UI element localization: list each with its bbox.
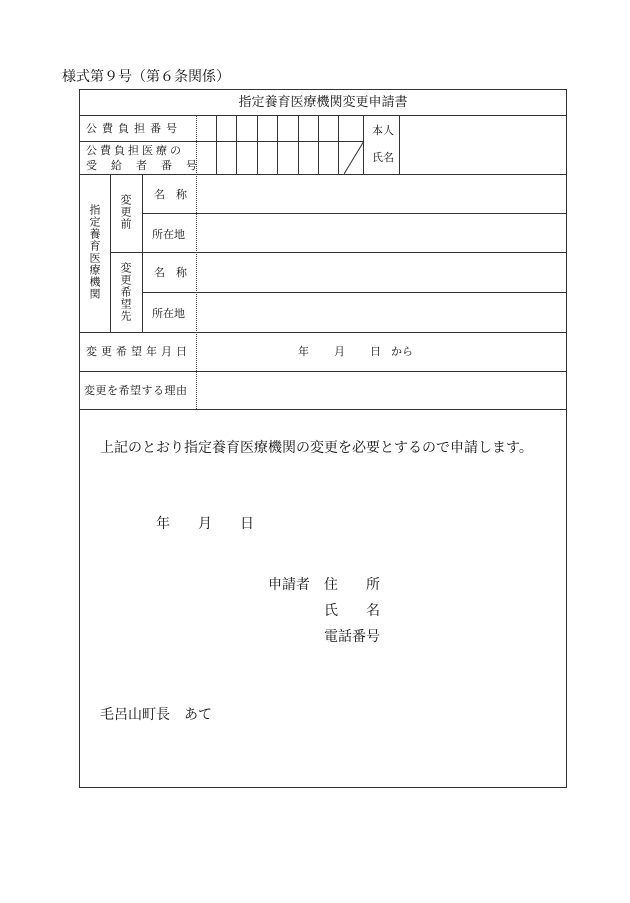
digit-box (298, 115, 299, 174)
form-number: 様式第９号（第６条関係） (62, 69, 230, 85)
divider (142, 292, 566, 293)
desired-address-label: 所在地 (152, 307, 185, 320)
divider (110, 252, 566, 253)
divider (399, 115, 400, 174)
addressee-text: 毛呂山町長 あて (100, 707, 212, 723)
divider (80, 371, 566, 372)
divider (142, 213, 566, 214)
divider (80, 174, 566, 175)
desired-date-label: 変更希望年月日 (86, 345, 191, 358)
application-form (79, 89, 567, 788)
desired-date-day: 日 (370, 345, 381, 358)
application-date-year: 年 (156, 516, 170, 532)
divider (80, 141, 363, 142)
form-title: 指定養育医療機関変更申請書 (238, 95, 408, 110)
statement-text: 上記のとおり指定養育医療機関の変更を必要とするので申請します。 (100, 440, 533, 456)
divider (80, 115, 566, 116)
digit-box (257, 115, 258, 174)
diagonal-mark (344, 141, 364, 174)
before-name-label: 名称 (154, 188, 198, 201)
public-burden-number-label: 公費負担番号 (86, 122, 182, 135)
full-name-label: 氏名 (372, 151, 394, 164)
recipient-number-label-line2: 受給者番号 (86, 159, 211, 172)
digit-box (277, 115, 278, 174)
application-date-month: 月 (198, 516, 212, 532)
self-label: 本人 (372, 124, 394, 137)
desired-name-label: 名称 (154, 266, 198, 279)
divider (142, 174, 143, 332)
reason-label: 変更を希望する理由 (84, 384, 188, 397)
digit-box (338, 115, 339, 174)
desired-date-from: から (391, 345, 413, 358)
applicant-label: 申請者 (268, 577, 310, 593)
digit-box (216, 115, 217, 174)
applicant-name-label: 氏 名 (324, 603, 380, 619)
recipient-number-label-line1: 公費負担医療の (86, 144, 184, 157)
digit-box (236, 115, 237, 174)
desired-change-label: 変更希望先 (119, 262, 132, 322)
applicant-address-label: 住 所 (324, 577, 380, 593)
institution-group-label: 指定養育医療機関 (88, 204, 101, 300)
divider (110, 174, 111, 332)
desired-date-month: 月 (334, 345, 345, 358)
divider (80, 409, 566, 410)
before-address-label: 所在地 (152, 228, 185, 241)
desired-date-year: 年 (298, 345, 309, 358)
application-date-day: 日 (240, 516, 254, 532)
applicant-phone-label: 電話番号 (324, 629, 380, 645)
digit-box (318, 115, 319, 174)
before-change-label: 変更前 (119, 194, 132, 230)
divider (80, 332, 566, 333)
